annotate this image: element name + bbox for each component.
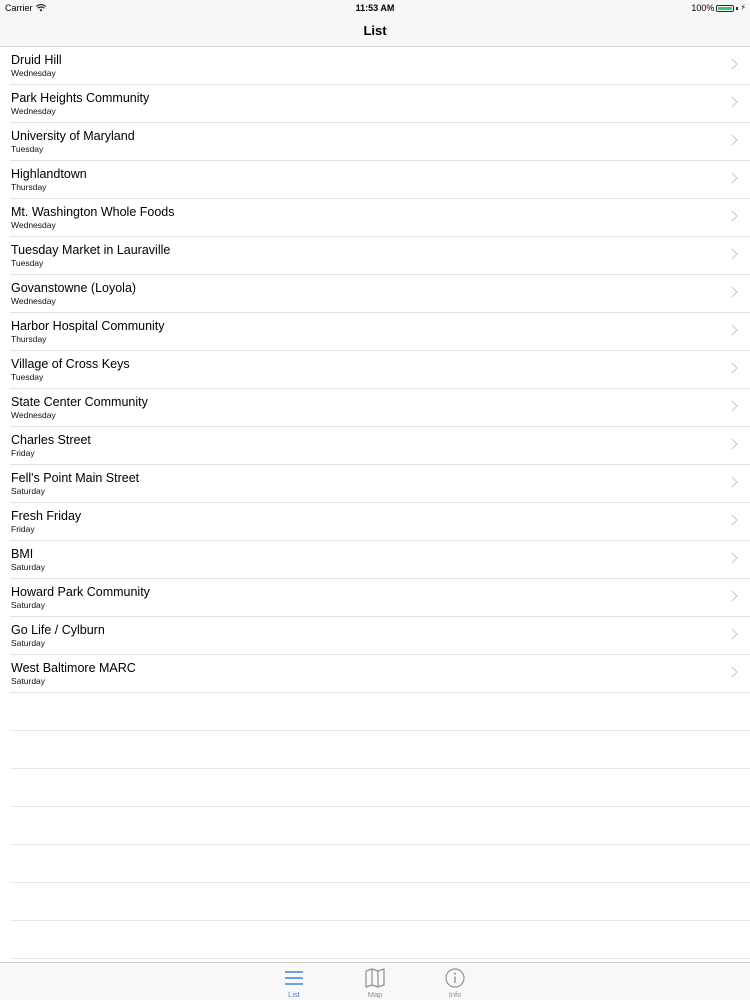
chevron-right-icon [726,590,737,601]
battery-percent: 100% [691,3,715,13]
empty-row [10,921,750,959]
list-item[interactable] [10,199,750,237]
chevron-right-icon [726,172,737,183]
list-item-title: Druid Hill [11,53,62,67]
empty-row [10,769,750,807]
chevron-right-icon [726,438,737,449]
chevron-right-icon [726,324,737,335]
empty-row [10,693,750,731]
list-icon [283,967,305,989]
chevron-right-icon [726,400,737,411]
list-item-day: Thursday [11,334,47,344]
list-item-title: Howard Park Community [11,585,150,599]
page-title: List [363,23,387,38]
chevron-right-icon [726,286,737,297]
status-time: 11:53 AM [355,3,395,13]
chevron-right-icon [726,248,737,259]
list-item[interactable] [10,313,750,351]
charging-bolt-icon: ⚡ [740,3,746,12]
list-item-day: Saturday [11,486,46,496]
info-icon [444,967,466,989]
list-item-title: West Baltimore MARC [11,661,136,675]
tab-info-label: Info [448,990,462,999]
list-item-day: Wednesday [11,106,56,116]
list-item[interactable] [10,617,750,655]
tab-map-label: Map [367,990,383,999]
list-item-title: University of Maryland [11,129,135,143]
empty-row [10,883,750,921]
battery-tip [736,7,738,10]
list-item-day: Saturday [11,638,46,648]
list-item-title: Mt. Washington Whole Foods [11,205,175,219]
battery-fill [718,7,732,10]
list-item-title: Fell's Point Main Street [11,471,140,485]
list-item[interactable] [10,351,750,389]
list-item[interactable] [10,541,750,579]
list-item-title: State Center Community [11,395,148,409]
chevron-right-icon [726,96,737,107]
empty-row [10,731,750,769]
chevron-right-icon [726,58,737,69]
chevron-right-icon [726,552,737,563]
chevron-right-icon [726,134,737,145]
list-item-day: Wednesday [11,68,56,78]
list-item-day: Saturday [11,562,46,572]
carrier-label: Carrier [5,3,33,13]
chevron-right-icon [726,628,737,639]
list-item-day: Tuesday [11,258,44,268]
list-item-title: BMI [11,547,34,561]
list-item-day: Wednesday [11,296,56,306]
chevron-right-icon [726,210,737,221]
list-item[interactable] [10,655,750,693]
chevron-right-icon [726,514,737,525]
list-item[interactable] [10,85,750,123]
list-item-day: Saturday [11,600,46,610]
list-item[interactable] [10,503,750,541]
status-bar [0,0,750,16]
list-item-day: Saturday [11,676,46,686]
list-item[interactable] [10,579,750,617]
list-item-day: Thursday [11,182,47,192]
chevron-right-icon [726,362,737,373]
list-item[interactable] [10,465,750,503]
chevron-right-icon [726,666,737,677]
list-item-day: Tuesday [11,372,44,382]
list-item-day: Wednesday [11,410,56,420]
battery-indicator [691,0,746,16]
list-item[interactable] [10,123,750,161]
list-item[interactable] [10,427,750,465]
market-list [0,47,750,959]
tab-info[interactable] [425,965,485,999]
tab-bar [0,962,750,1000]
list-item[interactable] [10,389,750,427]
list-item-title: Fresh Friday [11,509,82,523]
list-item-title: Govanstowne (Loyola) [11,281,137,295]
chevron-right-icon [726,476,737,487]
list-item[interactable] [10,161,750,199]
tab-map[interactable] [345,965,405,999]
list-item-title: Village of Cross Keys [11,357,130,371]
list-item[interactable] [10,237,750,275]
list-item-title: Harbor Hospital Community [11,319,165,333]
list-item-day: Tuesday [11,144,44,154]
list-item-title: Go Life / Cylburn [11,623,105,637]
list-item-day: Wednesday [11,220,56,230]
empty-row [10,845,750,883]
list-item-title: Park Heights Community [11,91,150,105]
empty-row [10,807,750,845]
list-item-day: Friday [11,448,35,458]
tab-list-label: List [288,990,300,999]
tab-list[interactable] [264,965,324,999]
list-item[interactable] [10,47,750,85]
list-item-day: Friday [11,524,35,534]
list-item-title: Tuesday Market in Lauraville [11,243,171,257]
list-item-title: Charles Street [11,433,91,447]
list-item[interactable] [10,275,750,313]
battery-icon [716,5,734,12]
list-item-title: Highlandtown [11,167,87,181]
map-icon [364,967,386,989]
navigation-header [0,0,750,47]
